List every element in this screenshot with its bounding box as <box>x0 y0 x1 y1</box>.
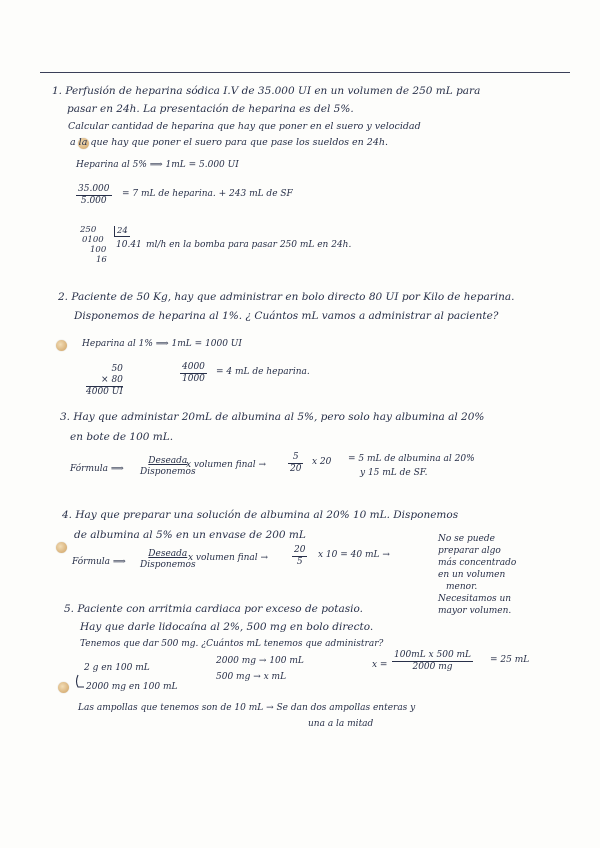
problem-5-line-3: Tenemos que dar 500 mg. ¿Cuántos mL tenemos que administrar? <box>80 639 384 649</box>
mul-factor-1: 50 <box>111 364 123 374</box>
problem-1-work-2: = 7 mL de heparina. + 243 mL de SF <box>122 189 293 199</box>
problem-1-work-3: ml/h en la bomba para pasar 250 mL en 24h. <box>146 240 352 250</box>
problem-4-formula-middle: x volumen final → <box>188 553 269 563</box>
fraction-numerator: 4000 <box>182 362 205 372</box>
problem-1-line-1: 1. Perfusión de heparina sódica I.V de 35.000 UI en un volumen de 250 mL para <box>52 85 481 97</box>
problem-3-result-2: y 15 mL de SF. <box>360 468 428 478</box>
fraction-numerator: 35.000 <box>78 184 110 194</box>
ratio-denominator: 5 <box>296 557 303 567</box>
division-divisor: 24 <box>114 226 130 237</box>
ratio-numerator: 5 <box>288 452 303 464</box>
problem-5-work-a2: 2000 mg en 100 mL <box>86 682 178 692</box>
fraction-denominator: 1000 <box>182 374 205 384</box>
problem-3-ratio-tail: x 20 <box>312 457 332 467</box>
formula-numerator: Deseada <box>148 549 188 559</box>
division-left-2: 0100 <box>82 235 104 245</box>
problem-5-conclusion-2: una a la mitad <box>308 719 374 729</box>
binder-hole-icon <box>56 340 67 351</box>
problem-2-fraction <box>180 362 207 385</box>
formula-denominator: Disponemos <box>140 467 196 477</box>
x-denominator: 2000 mg <box>412 662 453 672</box>
problem-3-formula-middle: x volumen final → <box>186 460 267 470</box>
x-numerator: 100mL x 500 mL <box>394 650 472 660</box>
division-quotient: 10.41 <box>116 240 142 250</box>
problem-3-ratio <box>288 452 303 475</box>
problem-4-line-1: 4. Hay que preparar una solución de albumina al 20% 10 mL. Disponemos <box>62 509 459 521</box>
problem-4-line-2: de albumina al 5% en un envase de 200 mL <box>74 529 306 541</box>
problem-5-work-b1: 2000 mg → 100 mL <box>216 656 304 666</box>
problem-2-line-1: 2. Paciente de 50 Kg, hay que administrar en bolo directo 80 UI por Kilo de heparina. <box>58 291 515 303</box>
ratio-numerator: 20 <box>294 545 306 555</box>
problem-1-work-1: Heparina al 5% ⟹ 1mL = 5.000 UI <box>76 160 239 170</box>
division-left-1: 250 <box>80 225 97 235</box>
problem-4-note-7: mayor volumen. <box>438 606 512 616</box>
formula-numerator: Deseada <box>148 456 188 466</box>
problem-4-note-1: No se puede <box>438 534 495 544</box>
mul-factor-2: × 80 <box>86 375 123 387</box>
problem-5-conclusion-1: Las ampollas que tenemos son de 10 mL → Se dan dos ampollas enteras y <box>78 703 416 713</box>
problem-3-formula-label: Fórmula ⟹ <box>70 464 124 474</box>
problem-1-line-2: pasar en 24h. La presentación de heparina es del 5%. <box>67 103 354 115</box>
problem-2-line-2: Disponemos de heparina al 1%. ¿ Cuántos mL vamos a administrar al paciente? <box>74 310 499 322</box>
problem-5-work-b2: 500 mg → x mL <box>216 672 287 682</box>
problem-5-line-2: Hay que darle lidocaína al 2%, 500 mg en bolo directo. <box>80 621 374 633</box>
problem-1-line-4: a la que hay que poner el suero para que pase los sueldos en 24h. <box>70 137 388 148</box>
problem-2-multiplication <box>86 364 123 398</box>
division-left-3: 100 <box>90 245 107 255</box>
problem-4-ratio-tail: x 10 = 40 mL → <box>318 550 390 560</box>
problem-5-line-1: 5. Paciente con arritmia cardiaca por exceso de potasio. <box>64 603 363 615</box>
problem-4-note-5: menor. <box>446 582 478 592</box>
problem-5-x-fraction <box>392 650 473 673</box>
problem-4-note-2: preparar algo <box>438 546 501 556</box>
ratio-denominator: 20 <box>290 464 302 474</box>
formula-denominator: Disponemos <box>140 560 196 570</box>
problem-3-result-1: = 5 mL de albumina al 20% <box>348 454 475 464</box>
problem-3-line-1: 3. Hay que administar 20mL de albumina al 5%, pero solo hay albumina al 20% <box>60 411 485 423</box>
problem-4-note-3: más concentrado <box>438 558 517 568</box>
problem-5-x-label: x = <box>372 660 388 670</box>
problem-5-x-result: = 25 mL <box>490 655 530 665</box>
problem-2-work-2: = 4 mL de heparina. <box>216 367 310 377</box>
problem-4-formula-label: Fórmula ⟹ <box>72 557 126 567</box>
binder-hole-icon <box>56 542 67 553</box>
problem-4-ratio <box>292 545 307 568</box>
problem-4-note-6: Necesitamos un <box>438 594 512 604</box>
fraction-denominator: 5.000 <box>80 196 107 206</box>
problem-1-fraction <box>76 184 112 207</box>
problem-4-note-4: en un volumen <box>438 570 506 580</box>
top-ruled-line <box>40 72 570 73</box>
division-left-4: 16 <box>96 255 107 265</box>
hook-arrow-icon <box>74 674 86 690</box>
mul-result: 4000 UI <box>86 387 123 397</box>
binder-hole-icon <box>58 682 69 693</box>
problem-3-line-2: en bote de 100 mL. <box>70 431 174 443</box>
problem-2-work-1: Heparina al 1% ⟹ 1mL = 1000 UI <box>82 339 242 349</box>
problem-5-work-a1: 2 g en 100 mL <box>84 663 150 673</box>
problem-1-line-3: Calcular cantidad de heparina que hay que poner en el suero y velocidad <box>68 121 421 132</box>
